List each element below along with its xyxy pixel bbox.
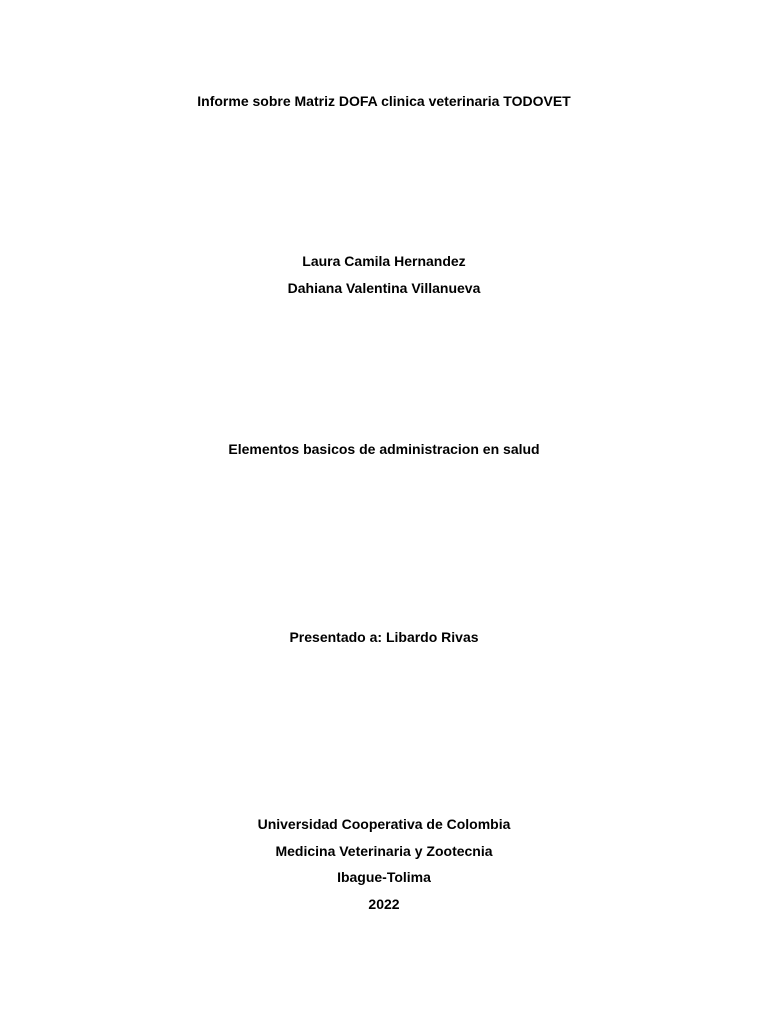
author-name: Dahiana Valentina Villanueva	[287, 280, 481, 296]
author-name: Laura Camila Hernandez	[302, 253, 466, 269]
course-name: Elementos basicos de administracion en salud	[228, 441, 540, 457]
city-name: Ibague-Tolima	[337, 869, 431, 885]
presented-to: Presentado a: Libardo Rivas	[289, 629, 479, 645]
year: 2022	[368, 896, 400, 912]
program-name: Medicina Veterinaria y Zootecnia	[275, 843, 493, 859]
university-name: Universidad Cooperativa de Colombia	[257, 816, 511, 832]
document-title: Informe sobre Matriz DOFA clinica veterinaria TODOVET	[197, 93, 571, 109]
